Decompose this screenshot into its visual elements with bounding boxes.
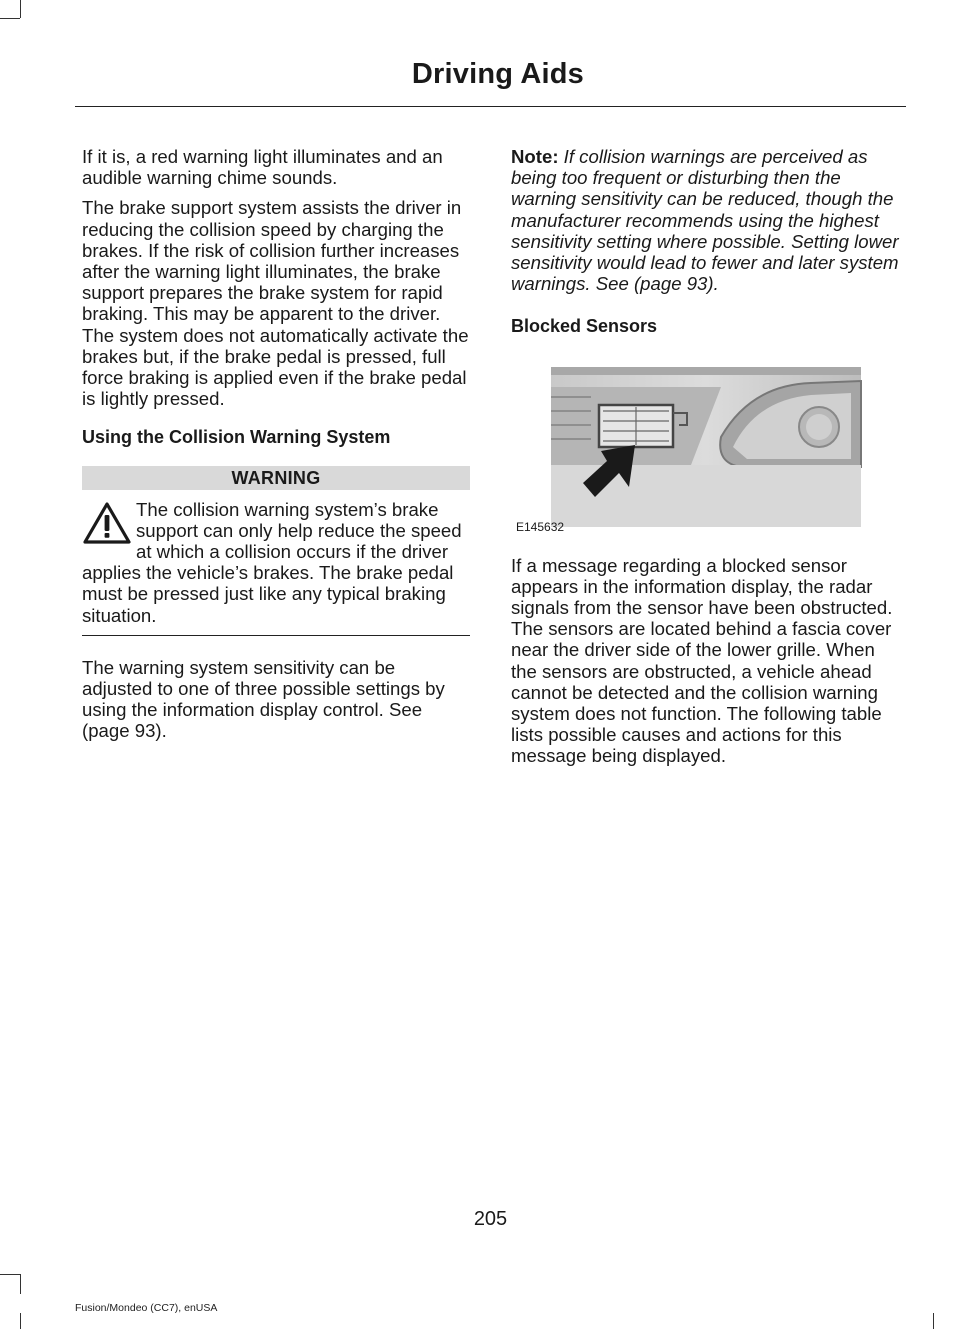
left-column [82, 146, 470, 751]
crop-mark [20, 1274, 21, 1294]
section-heading: Using the Collision Warning System [82, 427, 391, 448]
warning-box [82, 499, 470, 626]
warning-text: The collision warning system’s brake support can only help reduce the speed at which a collision occurs if the driver applies the vehicle’s brakes. The brake pedal must be pressed just like any typical braking situation. [82, 498, 462, 626]
page-title: Driving Aids [411, 58, 584, 90]
title-divider [75, 106, 906, 107]
paragraph: If a message regarding a blocked sensor appears in the information display, the radar signals from the sensor have been obstructed. The sensors are located behind a fascia cover near the driver side of the lower grille. When the sensors are obstructed, a vehicle ahead cannot be detected and the collision warning system does not function. The following table lists possible causes and actions for this message being displayed. [511, 554, 893, 767]
note [511, 146, 901, 294]
section-heading: Blocked Sensors [511, 316, 658, 337]
crop-mark [933, 1313, 934, 1329]
figure-code: E145632 [516, 520, 565, 535]
paragraph: If it is, a red warning light illuminates and an audible warning chime sounds. [82, 146, 443, 189]
crop-mark [0, 1274, 20, 1275]
crop-mark [20, 0, 21, 18]
page-number: 205 [473, 1208, 508, 1230]
note-label: Note: [511, 146, 559, 167]
note-text: If collision warnings are perceived as being too frequent or disturbing then the warning sensitivity can be reduced, though the manufacturer recommends using the highest sensitivity setting where possible. Setting lower sensitivity would lead to fewer and later system warnings. See (page 93). [511, 146, 899, 295]
crop-mark [20, 1313, 21, 1329]
sensor-figure [511, 355, 871, 545]
warning-label: WARNING [82, 466, 470, 490]
blocked-sensor-illustration [511, 355, 871, 545]
warning-triangle-icon [82, 501, 132, 545]
footer-text: Fusion/Mondeo (CC7), enUSA [75, 1302, 218, 1314]
warning-divider [82, 635, 470, 636]
crop-mark [0, 18, 20, 19]
right-column [511, 146, 901, 776]
paragraph: The warning system sensitivity can be adjusted to one of three possible settings by using the information display control. See (page 93). [82, 656, 445, 742]
paragraph: The brake support system assists the driver in reducing the collision speed by charging the brakes. If the risk of collision further increases after the warning light illuminates, the brake support prepares the brake system for rapid braking. This may be apparent to the driver. The system does not automatically activate the brakes but, if the brake pedal is pressed, full force braking is applied even if the brake pedal is lightly pressed. [82, 197, 469, 410]
